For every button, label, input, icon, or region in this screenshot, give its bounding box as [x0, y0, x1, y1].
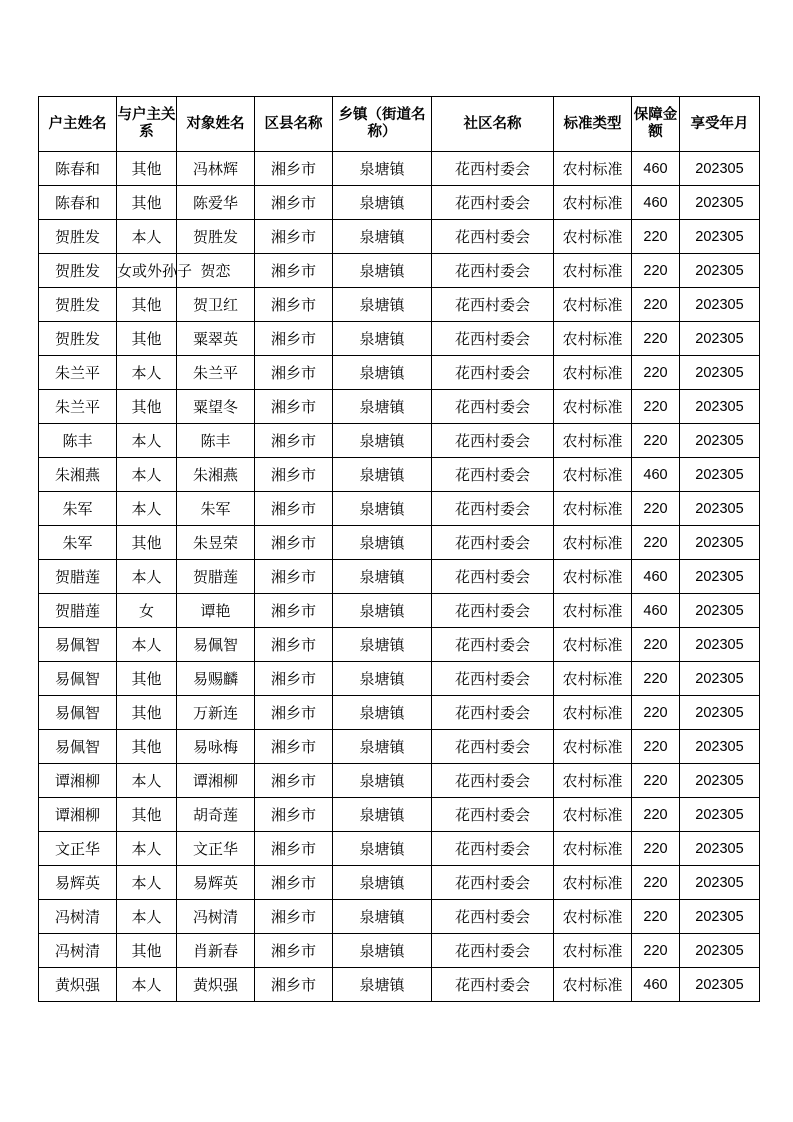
- community-cell: 花西村委会: [432, 152, 554, 186]
- relation-cell: 其他: [117, 322, 177, 356]
- recipient-name-cell: 粟望冬: [177, 390, 255, 424]
- standard-type-cell: 农村标准: [554, 458, 632, 492]
- township-cell: 泉塘镇: [333, 288, 432, 322]
- township-cell: 泉塘镇: [333, 594, 432, 628]
- county-cell: 湘乡市: [255, 492, 333, 526]
- township-cell: 泉塘镇: [333, 390, 432, 424]
- relation-cell: 本人: [117, 764, 177, 798]
- township-cell: 泉塘镇: [333, 730, 432, 764]
- township-cell: 泉塘镇: [333, 424, 432, 458]
- table-row: [39, 798, 760, 832]
- county-cell: 湘乡市: [255, 764, 333, 798]
- relation-cell: 其他: [117, 390, 177, 424]
- relation-cell: 女或外孙子: [117, 254, 177, 288]
- county-cell: 湘乡市: [255, 934, 333, 968]
- county-cell: 湘乡市: [255, 968, 333, 1002]
- table-row: [39, 322, 760, 356]
- table-row: [39, 968, 760, 1002]
- household-head-cell: 贺腊莲: [39, 560, 117, 594]
- standard-type-cell: 农村标准: [554, 628, 632, 662]
- standard-type-cell: 农村标准: [554, 186, 632, 220]
- county-cell: 湘乡市: [255, 322, 333, 356]
- township-cell: 泉塘镇: [333, 152, 432, 186]
- community-cell: 花西村委会: [432, 696, 554, 730]
- standard-type-cell: 农村标准: [554, 798, 632, 832]
- household-head-cell: 贺胜发: [39, 322, 117, 356]
- recipient-name-cell: 贺卫红: [177, 288, 255, 322]
- recipient-name-cell: 陈丰: [177, 424, 255, 458]
- relation-cell: 本人: [117, 492, 177, 526]
- header-row: [39, 97, 760, 152]
- amount-cell: 460: [632, 594, 680, 628]
- community-cell: 花西村委会: [432, 968, 554, 1002]
- relation-cell: 其他: [117, 798, 177, 832]
- month-cell: 202305: [680, 594, 760, 628]
- month-cell: 202305: [680, 628, 760, 662]
- recipient-name-cell: 冯树清: [177, 900, 255, 934]
- month-cell: 202305: [680, 356, 760, 390]
- household-head-cell: 易佩智: [39, 730, 117, 764]
- month-cell: 202305: [680, 424, 760, 458]
- recipient-name-cell: 贺胜发: [177, 220, 255, 254]
- month-cell: 202305: [680, 764, 760, 798]
- amount-cell: 220: [632, 526, 680, 560]
- amount-cell: 220: [632, 934, 680, 968]
- month-cell: 202305: [680, 866, 760, 900]
- county-cell: 湘乡市: [255, 152, 333, 186]
- amount-cell: 460: [632, 152, 680, 186]
- recipient-name-cell: 易佩智: [177, 628, 255, 662]
- standard-type-cell: 农村标准: [554, 968, 632, 1002]
- community-cell: 花西村委会: [432, 390, 554, 424]
- relation-cell: 其他: [117, 934, 177, 968]
- household-head-cell: 朱军: [39, 492, 117, 526]
- month-cell: 202305: [680, 900, 760, 934]
- recipient-name-cell: 贺恋: [177, 254, 255, 288]
- standard-type-cell: 农村标准: [554, 424, 632, 458]
- county-cell: 湘乡市: [255, 186, 333, 220]
- community-cell: 花西村委会: [432, 288, 554, 322]
- table-row: [39, 730, 760, 764]
- standard-type-cell: 农村标准: [554, 832, 632, 866]
- amount-cell: 220: [632, 220, 680, 254]
- household-head-cell: 冯树清: [39, 934, 117, 968]
- recipient-name-cell: 朱兰平: [177, 356, 255, 390]
- table-row: [39, 492, 760, 526]
- community-cell: 花西村委会: [432, 900, 554, 934]
- month-cell: 202305: [680, 934, 760, 968]
- table-row: [39, 356, 760, 390]
- standard-type-cell: 农村标准: [554, 356, 632, 390]
- household-head-cell: 易辉英: [39, 866, 117, 900]
- amount-cell: 220: [632, 254, 680, 288]
- community-cell: 花西村委会: [432, 424, 554, 458]
- household-head-cell: 谭湘柳: [39, 764, 117, 798]
- header-community-name: 社区名称: [432, 97, 554, 152]
- table-row: [39, 186, 760, 220]
- community-cell: 花西村委会: [432, 662, 554, 696]
- township-cell: 泉塘镇: [333, 696, 432, 730]
- relation-cell: 本人: [117, 560, 177, 594]
- month-cell: 202305: [680, 492, 760, 526]
- community-cell: 花西村委会: [432, 492, 554, 526]
- recipient-name-cell: 陈爱华: [177, 186, 255, 220]
- amount-cell: 220: [632, 322, 680, 356]
- amount-cell: 220: [632, 628, 680, 662]
- household-head-cell: 贺胜发: [39, 220, 117, 254]
- table-row: [39, 560, 760, 594]
- county-cell: 湘乡市: [255, 288, 333, 322]
- county-cell: 湘乡市: [255, 900, 333, 934]
- recipient-name-cell: 万新连: [177, 696, 255, 730]
- community-cell: 花西村委会: [432, 730, 554, 764]
- recipient-name-cell: 朱昱荣: [177, 526, 255, 560]
- month-cell: 202305: [680, 526, 760, 560]
- recipient-name-cell: 朱湘燕: [177, 458, 255, 492]
- county-cell: 湘乡市: [255, 458, 333, 492]
- community-cell: 花西村委会: [432, 356, 554, 390]
- relation-cell: 本人: [117, 900, 177, 934]
- amount-cell: 220: [632, 288, 680, 322]
- table-row: [39, 696, 760, 730]
- recipient-name-cell: 胡奇莲: [177, 798, 255, 832]
- recipient-name-cell: 肖新春: [177, 934, 255, 968]
- township-cell: 泉塘镇: [333, 186, 432, 220]
- standard-type-cell: 农村标准: [554, 594, 632, 628]
- header-benefit-month: 享受年月: [680, 97, 760, 152]
- recipient-name-cell: 黄炽强: [177, 968, 255, 1002]
- township-cell: 泉塘镇: [333, 798, 432, 832]
- month-cell: 202305: [680, 730, 760, 764]
- relation-cell: 女: [117, 594, 177, 628]
- amount-cell: 460: [632, 458, 680, 492]
- month-cell: 202305: [680, 322, 760, 356]
- relation-cell: 本人: [117, 866, 177, 900]
- community-cell: 花西村委会: [432, 560, 554, 594]
- relation-cell: 本人: [117, 832, 177, 866]
- table-row: [39, 458, 760, 492]
- recipient-name-cell: 易辉英: [177, 866, 255, 900]
- county-cell: 湘乡市: [255, 662, 333, 696]
- table-row: [39, 390, 760, 424]
- standard-type-cell: 农村标准: [554, 866, 632, 900]
- amount-cell: 220: [632, 424, 680, 458]
- recipient-name-cell: 粟翠英: [177, 322, 255, 356]
- header-relation-to-head: 与户主关系: [117, 97, 177, 152]
- table-row: [39, 628, 760, 662]
- household-head-cell: 文正华: [39, 832, 117, 866]
- township-cell: 泉塘镇: [333, 866, 432, 900]
- recipient-name-cell: 易咏梅: [177, 730, 255, 764]
- amount-cell: 220: [632, 492, 680, 526]
- township-cell: 泉塘镇: [333, 220, 432, 254]
- county-cell: 湘乡市: [255, 560, 333, 594]
- household-head-cell: 陈春和: [39, 152, 117, 186]
- township-cell: 泉塘镇: [333, 934, 432, 968]
- amount-cell: 460: [632, 560, 680, 594]
- relation-cell: 本人: [117, 628, 177, 662]
- table-row: [39, 220, 760, 254]
- month-cell: 202305: [680, 254, 760, 288]
- community-cell: 花西村委会: [432, 458, 554, 492]
- standard-type-cell: 农村标准: [554, 390, 632, 424]
- amount-cell: 220: [632, 662, 680, 696]
- header-household-head-name: 户主姓名: [39, 97, 117, 152]
- household-head-cell: 冯树清: [39, 900, 117, 934]
- month-cell: 202305: [680, 968, 760, 1002]
- county-cell: 湘乡市: [255, 424, 333, 458]
- county-cell: 湘乡市: [255, 866, 333, 900]
- household-head-cell: 易佩智: [39, 662, 117, 696]
- month-cell: 202305: [680, 152, 760, 186]
- month-cell: 202305: [680, 220, 760, 254]
- household-head-cell: 朱兰平: [39, 390, 117, 424]
- standard-type-cell: 农村标准: [554, 900, 632, 934]
- household-head-cell: 易佩智: [39, 628, 117, 662]
- month-cell: 202305: [680, 458, 760, 492]
- relation-cell: 本人: [117, 458, 177, 492]
- township-cell: 泉塘镇: [333, 900, 432, 934]
- standard-type-cell: 农村标准: [554, 322, 632, 356]
- township-cell: 泉塘镇: [333, 492, 432, 526]
- amount-cell: 220: [632, 866, 680, 900]
- household-head-cell: 黄炽强: [39, 968, 117, 1002]
- table-row: [39, 866, 760, 900]
- household-head-cell: 贺胜发: [39, 288, 117, 322]
- table-row: [39, 900, 760, 934]
- standard-type-cell: 农村标准: [554, 152, 632, 186]
- recipient-name-cell: 冯林辉: [177, 152, 255, 186]
- subsidy-table: [38, 96, 760, 1002]
- amount-cell: 220: [632, 900, 680, 934]
- community-cell: 花西村委会: [432, 322, 554, 356]
- relation-cell: 其他: [117, 152, 177, 186]
- relation-cell: 其他: [117, 696, 177, 730]
- standard-type-cell: 农村标准: [554, 560, 632, 594]
- month-cell: 202305: [680, 662, 760, 696]
- standard-type-cell: 农村标准: [554, 730, 632, 764]
- township-cell: 泉塘镇: [333, 254, 432, 288]
- county-cell: 湘乡市: [255, 696, 333, 730]
- amount-cell: 220: [632, 390, 680, 424]
- recipient-name-cell: 贺腊莲: [177, 560, 255, 594]
- standard-type-cell: 农村标准: [554, 526, 632, 560]
- header-standard-type: 标准类型: [554, 97, 632, 152]
- township-cell: 泉塘镇: [333, 968, 432, 1002]
- township-cell: 泉塘镇: [333, 356, 432, 390]
- table-body: [39, 152, 760, 1002]
- table-row: [39, 594, 760, 628]
- recipient-name-cell: 易赐麟: [177, 662, 255, 696]
- header-township-name: 乡镇（街道名称）: [333, 97, 432, 152]
- county-cell: 湘乡市: [255, 220, 333, 254]
- standard-type-cell: 农村标准: [554, 288, 632, 322]
- relation-cell: 本人: [117, 356, 177, 390]
- recipient-name-cell: 谭艳: [177, 594, 255, 628]
- township-cell: 泉塘镇: [333, 832, 432, 866]
- household-head-cell: 朱军: [39, 526, 117, 560]
- month-cell: 202305: [680, 696, 760, 730]
- community-cell: 花西村委会: [432, 934, 554, 968]
- amount-cell: 460: [632, 968, 680, 1002]
- standard-type-cell: 农村标准: [554, 662, 632, 696]
- township-cell: 泉塘镇: [333, 458, 432, 492]
- county-cell: 湘乡市: [255, 730, 333, 764]
- community-cell: 花西村委会: [432, 526, 554, 560]
- table-row: [39, 152, 760, 186]
- township-cell: 泉塘镇: [333, 322, 432, 356]
- county-cell: 湘乡市: [255, 628, 333, 662]
- header-county-name: 区县名称: [255, 97, 333, 152]
- household-head-cell: 朱兰平: [39, 356, 117, 390]
- household-head-cell: 贺胜发: [39, 254, 117, 288]
- relation-cell: 其他: [117, 730, 177, 764]
- community-cell: 花西村委会: [432, 832, 554, 866]
- amount-cell: 220: [632, 730, 680, 764]
- table-row: [39, 424, 760, 458]
- household-head-cell: 陈春和: [39, 186, 117, 220]
- table-row: [39, 662, 760, 696]
- amount-cell: 220: [632, 832, 680, 866]
- month-cell: 202305: [680, 832, 760, 866]
- relation-cell: 本人: [117, 968, 177, 1002]
- table-row: [39, 832, 760, 866]
- month-cell: 202305: [680, 288, 760, 322]
- county-cell: 湘乡市: [255, 526, 333, 560]
- amount-cell: 460: [632, 186, 680, 220]
- amount-cell: 220: [632, 696, 680, 730]
- amount-cell: 220: [632, 798, 680, 832]
- community-cell: 花西村委会: [432, 628, 554, 662]
- month-cell: 202305: [680, 798, 760, 832]
- community-cell: 花西村委会: [432, 254, 554, 288]
- township-cell: 泉塘镇: [333, 628, 432, 662]
- table-row: [39, 288, 760, 322]
- county-cell: 湘乡市: [255, 390, 333, 424]
- relation-cell: 其他: [117, 288, 177, 322]
- household-head-cell: 陈丰: [39, 424, 117, 458]
- household-head-cell: 朱湘燕: [39, 458, 117, 492]
- relation-cell: 其他: [117, 526, 177, 560]
- county-cell: 湘乡市: [255, 798, 333, 832]
- township-cell: 泉塘镇: [333, 662, 432, 696]
- county-cell: 湘乡市: [255, 594, 333, 628]
- township-cell: 泉塘镇: [333, 560, 432, 594]
- community-cell: 花西村委会: [432, 186, 554, 220]
- county-cell: 湘乡市: [255, 356, 333, 390]
- amount-cell: 220: [632, 764, 680, 798]
- recipient-name-cell: 文正华: [177, 832, 255, 866]
- standard-type-cell: 农村标准: [554, 696, 632, 730]
- county-cell: 湘乡市: [255, 254, 333, 288]
- relation-cell: 其他: [117, 662, 177, 696]
- township-cell: 泉塘镇: [333, 526, 432, 560]
- relation-cell: 本人: [117, 220, 177, 254]
- standard-type-cell: 农村标准: [554, 764, 632, 798]
- standard-type-cell: 农村标准: [554, 220, 632, 254]
- recipient-name-cell: 谭湘柳: [177, 764, 255, 798]
- community-cell: 花西村委会: [432, 798, 554, 832]
- county-cell: 湘乡市: [255, 832, 333, 866]
- relation-cell: 其他: [117, 186, 177, 220]
- community-cell: 花西村委会: [432, 594, 554, 628]
- month-cell: 202305: [680, 390, 760, 424]
- table-row: [39, 764, 760, 798]
- month-cell: 202305: [680, 186, 760, 220]
- standard-type-cell: 农村标准: [554, 254, 632, 288]
- table-row: [39, 526, 760, 560]
- community-cell: 花西村委会: [432, 866, 554, 900]
- community-cell: 花西村委会: [432, 764, 554, 798]
- amount-cell: 220: [632, 356, 680, 390]
- header-recipient-name: 对象姓名: [177, 97, 255, 152]
- table-row: [39, 254, 760, 288]
- household-head-cell: 谭湘柳: [39, 798, 117, 832]
- household-head-cell: 易佩智: [39, 696, 117, 730]
- community-cell: 花西村委会: [432, 220, 554, 254]
- month-cell: 202305: [680, 560, 760, 594]
- recipient-name-cell: 朱军: [177, 492, 255, 526]
- standard-type-cell: 农村标准: [554, 934, 632, 968]
- table-row: [39, 934, 760, 968]
- header-benefit-amount: 保障金额: [632, 97, 680, 152]
- township-cell: 泉塘镇: [333, 764, 432, 798]
- standard-type-cell: 农村标准: [554, 492, 632, 526]
- household-head-cell: 贺腊莲: [39, 594, 117, 628]
- relation-cell: 本人: [117, 424, 177, 458]
